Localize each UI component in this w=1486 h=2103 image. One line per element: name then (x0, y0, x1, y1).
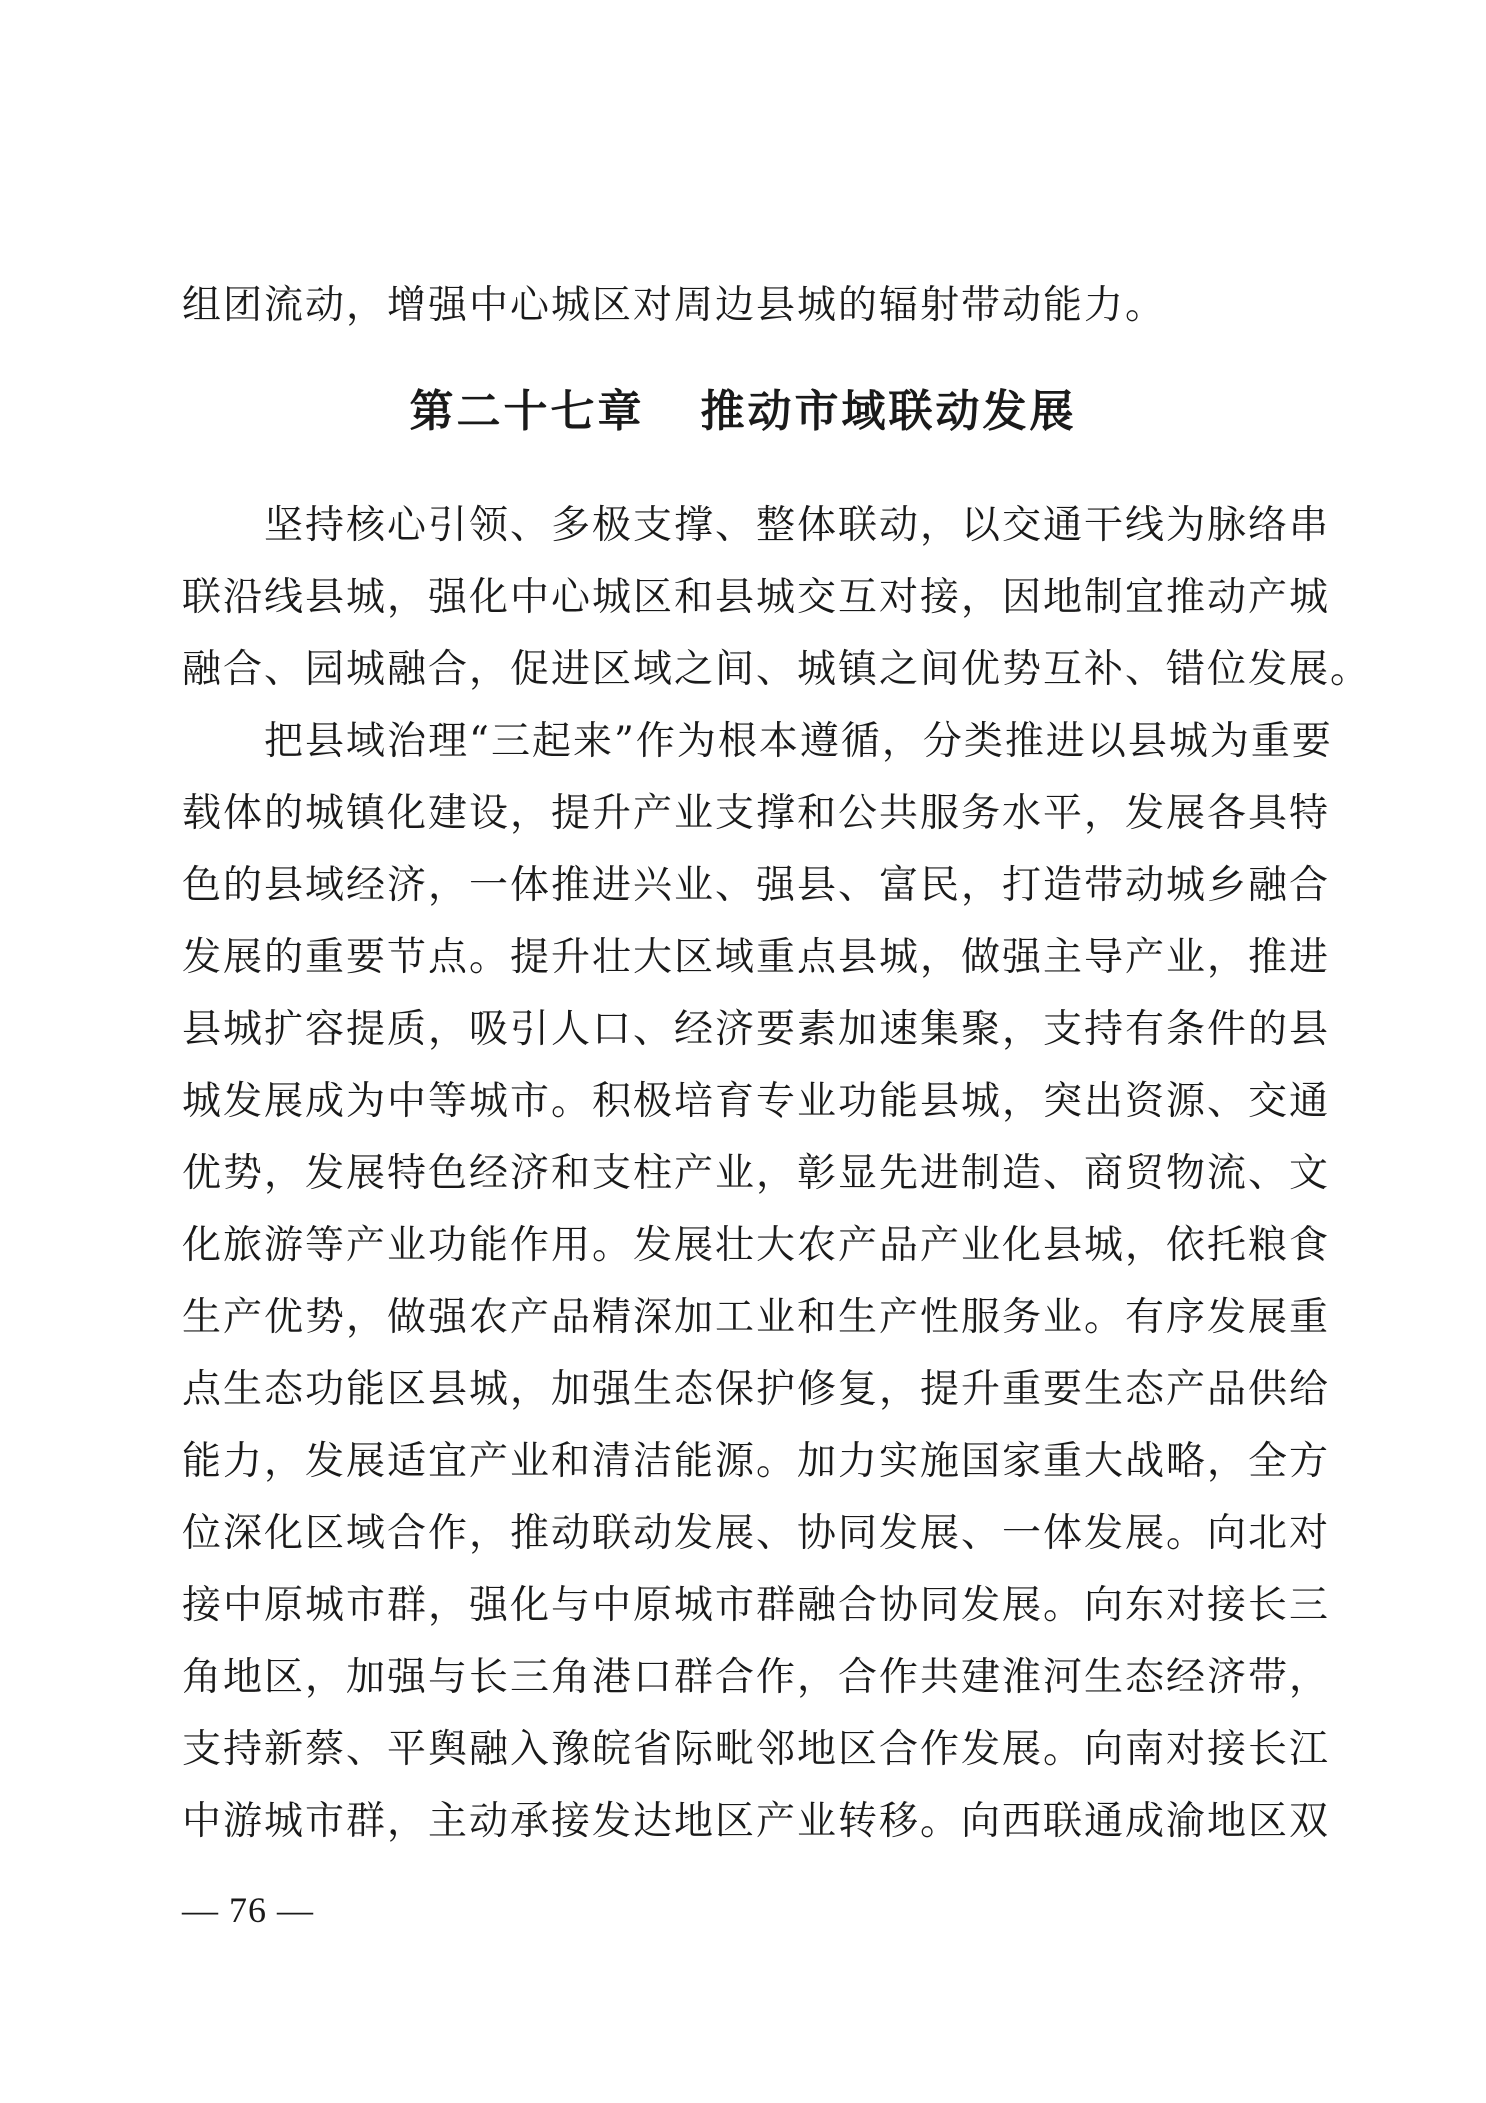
text-line: 接中原城市群，强化与中原城市群融合协同发展。向东对接长三 (182, 1583, 1331, 1628)
text-line: 点生态功能区县城，加强生态保护修复，提升重要生态产品供给 (182, 1367, 1331, 1412)
text-line: 载体的城镇化建设，提升产业支撑和公共服务水平，发展各具特 (182, 791, 1331, 836)
text-line: 融合、园城融合，促进区域之间、城镇之间优势互补、错位发展。 (182, 647, 1372, 692)
text-line: 角地区，加强与长三角港口群合作，合作共建淮河生态经济带， (182, 1655, 1331, 1700)
text-line: 位深化区域合作，推动联动发展、协同发展、一体发展。向北对 (182, 1511, 1331, 1556)
text-line: 能力，发展适宜产业和清洁能源。加力实施国家重大战略，全方 (182, 1439, 1331, 1484)
text-line: 城发展成为中等城市。积极培育专业功能县城，突出资源、交通 (182, 1079, 1331, 1124)
text-line: 中游城市群，主动承接发达地区产业转移。向西联通成渝地区双 (182, 1799, 1331, 1844)
text-line: 联沿线县城，强化中心城区和县城交互对接，因地制宜推动产城 (182, 575, 1331, 620)
text-line: 组团流动，增强中心城区对周边县城的辐射带动能力。 (182, 283, 1167, 328)
text-line: 坚持核心引领、多极支撑、整体联动，以交通干线为脉络串 (182, 503, 1331, 548)
text-line: 优势，发展特色经济和支柱产业，彰显先进制造、商贸物流、文 (182, 1151, 1331, 1196)
body-text (182, 490, 1372, 1858)
text-line: 支持新蔡、平舆融入豫皖省际毗邻地区合作发展。向南对接长江 (182, 1727, 1331, 1772)
text-line: 色的县域经济，一体推进兴业、强县、富民，打造带动城乡融合 (182, 863, 1331, 908)
continuation-paragraph (182, 270, 1292, 342)
text-line: 化旅游等产业功能作用。发展壮大农产品产业化县城，依托粮食 (182, 1223, 1331, 1268)
text-line: 县城扩容提质，吸引人口、经济要素加速集聚，支持有条件的县 (182, 1007, 1331, 1052)
text-line: 把县域治理“三起来”作为根本遵循，分类推进以县城为重要 (182, 719, 1333, 764)
text-line: 生产优势，做强农产品精深加工业和生产性服务业。有序发展重 (182, 1295, 1331, 1340)
text-line: 发展的重要节点。提升壮大区域重点县城，做强主导产业，推进 (182, 935, 1331, 980)
chapter-heading (0, 372, 1486, 452)
chapter-number: 第二十七章 (409, 386, 645, 437)
chapter-title: 推动市域联动发展 (700, 386, 1077, 437)
page-number: — 76 — (182, 1890, 314, 1930)
